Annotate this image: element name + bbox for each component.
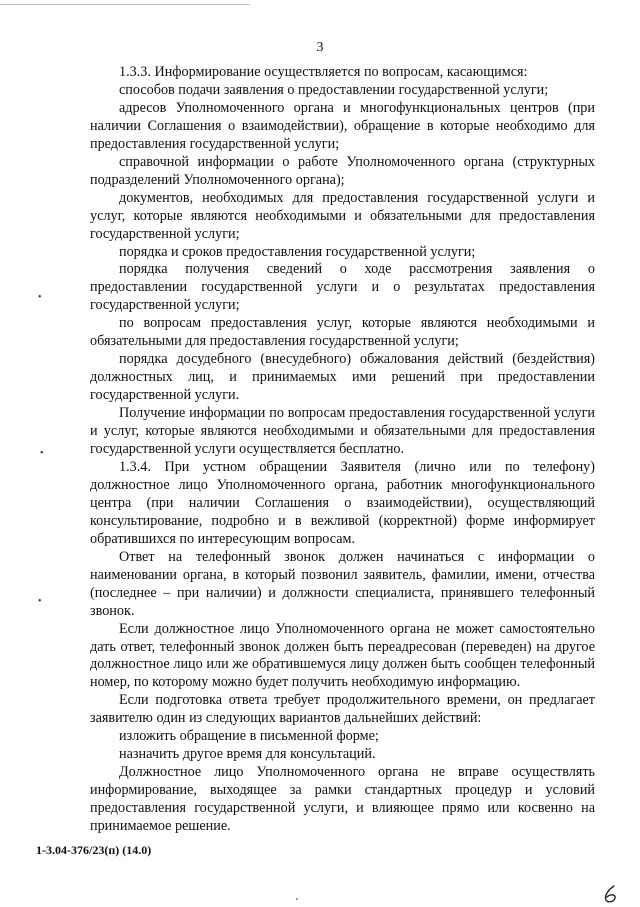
margin-dot-mark: •	[38, 292, 42, 303]
paragraph: Если подготовка ответа требует продолжительного времени, он предлагает заявителю один из следующих вариантов дальнейших действий:	[90, 692, 595, 727]
handwritten-page-mark	[600, 884, 622, 904]
paragraph: способов подачи заявления о предоставлении государственной услуги;	[119, 81, 549, 98]
page-number: 3	[316, 40, 324, 55]
paragraph: Если должностное лицо Уполномоченного органа не может самостоятельно дать ответ, телефонный звонок должен быть переадресован (переведен) на другое должностное лицо или же обратившемуся лицу должен быть сообщен телефонный номер, по которому можно будет получить необходимую информацию.	[90, 620, 595, 691]
paragraph: справочной информации о работе Уполномоченного органа (структурных подразделений Уполномоченного органа);	[90, 153, 595, 188]
top-scan-rule	[0, 4, 250, 5]
paragraph: порядка получения сведений о ходе рассмотрения заявления о предоставлении государственной услуги и о результатах предоставления государственной услуги;	[90, 261, 595, 314]
paragraph: 1.3.3. Информирование осуществляется по вопросам, касающимся:	[119, 64, 528, 80]
paragraph: Ответ на телефонный звонок должен начинаться с информации о наименовании органа, в который позвонил заявитель, фамилии, имени, отчества (последнее – при наличии) и должности специалиста, принявшего телефонный звонок.	[90, 548, 595, 619]
paragraph: по вопросам предоставления услуг, которые являются необходимыми и обязательными для предоставления государственной услуги;	[90, 315, 595, 350]
paragraph: документов, необходимых для предоставления государственной услуги и услуг, которые являются необходимыми и обязательными для предоставления государственной услуги;	[90, 189, 595, 242]
document-body	[90, 64, 595, 836]
paragraph: Получение информации по вопросам предоставления государственной услуги и услуг, которые являются необходимыми и обязательными для предоставления государственной услуги осуществляется бесплатно.	[90, 405, 595, 458]
margin-dot-mark: •	[40, 448, 44, 459]
paragraph: порядка досудебного (внесудебного) обжалования действий (бездействия) должностных лиц, и принимаемых ими решений при предоставлении государственной услуги.	[90, 351, 595, 404]
paragraph: 1.3.4. При устном обращении Заявителя (лично или по телефону) должностное лицо Уполномоченного органа, работник многофункционального центра (при наличии Соглашения о взаимодействии), осуществляющий консультирование, подробно и в вежливой (корректной) форме информирует обратившихся по интересующим вопросам.	[90, 458, 595, 547]
paragraph: назначить другое время для консультаций.	[119, 746, 376, 763]
paragraph: порядка и сроков предоставления государственной услуги;	[119, 243, 476, 260]
paragraph: адресов Уполномоченного органа и многофункциональных центров (при наличии Соглашения о взаимодействии), обращение в которые необходимо для предоставления государственной услуги;	[90, 99, 595, 152]
scan-speck	[296, 898, 298, 900]
paragraph: изложить обращение в письменной форме;	[119, 728, 379, 745]
document-code: 1-3.04-376/23(п) (14.0)	[36, 843, 152, 857]
margin-dot-mark: •	[38, 596, 42, 607]
paragraph: Должностное лицо Уполномоченного органа не вправе осуществлять информирование, выходящее за рамки стандартных процедур и условий предоставления государственной услуги, и влияющее прямо или косвенно на принимаемое решение.	[90, 764, 595, 835]
